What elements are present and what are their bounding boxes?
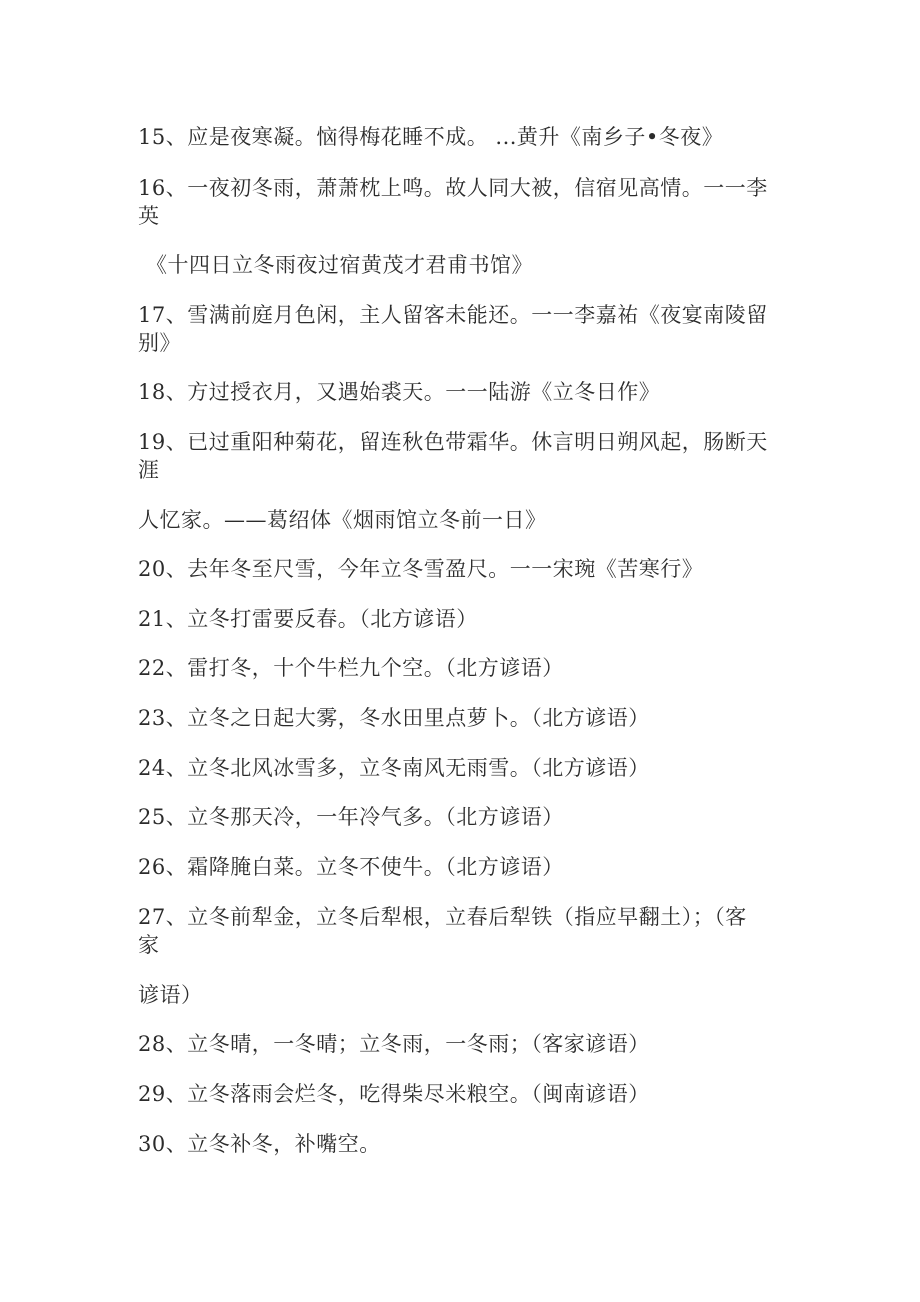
text-line-30: 30、立冬补冬，补嘴空。 xyxy=(138,1132,381,1156)
text-line-18: 18、方过授衣月，又遇始裘天。一一陆游《立冬日作》 xyxy=(138,380,661,404)
text-line-28: 28、立冬晴，一冬晴；立冬雨，一冬雨；（客家谚语） xyxy=(138,1032,650,1056)
text-line-23: 23、立冬之日起大雾，冬水田里点萝卜。（北方谚语） xyxy=(138,706,650,730)
text-line-17-cont: 别》 xyxy=(138,331,181,355)
text-line-25: 25、立冬那天冷，一年冷气多。（北方谚语） xyxy=(138,805,564,829)
text-line-16: 16、一夜初冬雨，萧萧枕上鸣。故人同大被，信宿见高情。一一李 xyxy=(138,176,768,200)
text-line-19-cont: 涯 xyxy=(138,458,160,482)
text-line-16-source: 《十四日立冬雨夜过宿黄茂才君甫书馆》 xyxy=(146,253,533,277)
text-line-27-source: 谚语） xyxy=(138,983,203,1007)
text-line-24: 24、立冬北风冰雪多，立冬南风无雨雪。（北方谚语） xyxy=(138,756,650,780)
text-line-17: 17、雪满前庭月色闲，主人留客未能还。一一李嘉祐《夜宴南陵留 xyxy=(138,303,768,327)
text-line-26: 26、霜降腌白菜。立冬不使牛。（北方谚语） xyxy=(138,855,564,879)
text-line-15: 15、应是夜寒凝。恼得梅花睡不成。 ...黄升《南乡子•冬夜》 xyxy=(138,125,724,149)
text-line-21: 21、立冬打雷要反春。（北方谚语） xyxy=(138,607,478,631)
text-line-19: 19、已过重阳种菊花，留连秋色带霜华。休言明日朔风起，肠断天 xyxy=(138,430,768,454)
text-line-19-source: 人忆家。——葛绍体《烟雨馆立冬前一日》 xyxy=(138,508,547,532)
text-line-20: 20、去年冬至尺雪，今年立冬雪盈尺。一一宋琬《苦寒行》 xyxy=(138,557,704,581)
text-line-16-cont: 英 xyxy=(138,204,160,228)
text-line-27: 27、立冬前犁金，立冬后犁根，立春后犁铁（指应早翻土）；（客 xyxy=(138,905,747,929)
text-line-27-cont: 家 xyxy=(138,933,160,957)
text-line-22: 22、雷打冬，十个牛栏九个空。（北方谚语） xyxy=(138,656,564,680)
text-line-29: 29、立冬落雨会烂冬，吃得柴尽米粮空。（闽南谚语） xyxy=(138,1082,650,1106)
